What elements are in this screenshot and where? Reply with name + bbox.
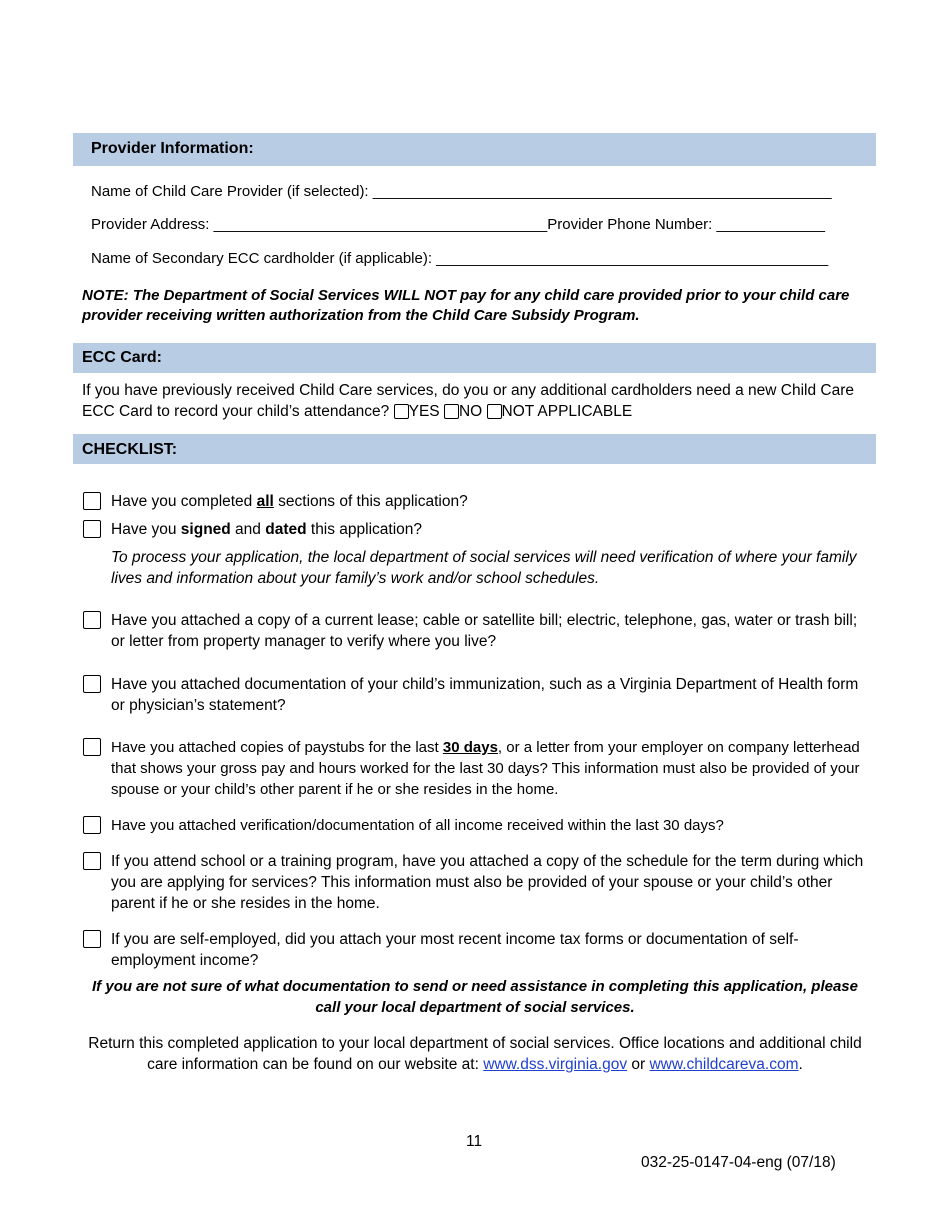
provider-info-title: Provider Information: [91,140,254,157]
item-paystubs [111,737,866,800]
item5-text-b: , or a letter from your employer on company letterhead that shows your gross pay and hours worked for the last 30 days? This information must also be provided of your spouse or your child’s other parent if he or she resides in the home. [111,739,860,798]
checkbox-residence-proof[interactable] [83,611,101,629]
payment-note: NOTE: The Department of Social Services WILL NOT pay for any child care provided prior to your child care provider receiving written authorization from the Child Care Subsidy Program. [82,287,850,324]
provider-address-field[interactable]: ________________________________________ [213,216,548,233]
no-checkbox[interactable] [444,404,459,419]
item-self-employed: If you are self-employed, did you attach your most recent income tax forms or documentation of self-employment income? [111,931,799,969]
checklist-title: CHECKLIST: [82,441,178,458]
secondary-cardholder-field[interactable]: _______________________________________________ [436,250,829,267]
item-residence-proof: Have you attached a copy of a current lease; cable or satellite bill; electric, telephone, gas, water or trash bill; or letter from property manager to verify where you live? [111,612,858,650]
secondary-cardholder-label: Name of Secondary ECC cardholder (if applicable): [91,250,432,267]
provider-phone-field[interactable]: _____________ [716,216,825,233]
return-instructions [82,1033,868,1075]
period: . [798,1056,803,1073]
item1-text-a: Have you completed [111,493,257,510]
yes-label: YES [408,403,440,420]
provider-address-label: Provider Address: [91,216,210,233]
checkbox-completed-sections[interactable] [83,492,101,510]
form-id: 032-25-0147-04-eng (07/18) [641,1154,836,1171]
checkbox-paystubs[interactable] [83,738,101,756]
return-text: Return this completed application to your local department of social services. Office locations and additional child care information can be found on our website at: [88,1035,862,1073]
not-applicable-checkbox[interactable] [487,404,502,419]
childcareva-link[interactable]: www.childcareva.com [649,1056,799,1073]
provider-info-header [73,133,876,166]
item-immunization: Have you attached documentation of your child’s immunization, such as a Virginia Department of Health form or physician’s statement? [111,676,859,714]
not-applicable-label: NOT APPLICABLE [501,403,633,420]
item-completed-sections [111,491,866,512]
item-income-verification: Have you attached verification/documentation of all income received within the last 30 days? [111,817,724,834]
ecc-card-title: ECC Card: [82,349,163,366]
item-signed-dated [111,519,866,540]
item2-text-b: and [230,521,266,538]
page-number: 11 [466,1133,483,1150]
item-school-schedule: If you attend school or a training program, have you attached a copy of the schedule for the term during which you are applying for services? This information must also be provided of your spouse or your child’s other parent if he or she resides in the home. [111,853,864,912]
no-label: NO [458,403,483,420]
checkbox-income-verification[interactable] [83,816,101,834]
dss-website-link[interactable]: www.dss.virginia.gov [483,1056,628,1073]
item2-text-c: this application? [306,521,423,538]
or-text: or [631,1056,646,1073]
checkbox-signed-dated[interactable] [83,520,101,538]
provider-name-label: Name of Child Care Provider (if selected): [91,183,369,200]
item1-bold: all [256,493,274,510]
ecc-question [82,380,872,422]
ecc-question-text: If you have previously received Child Care services, do you or any additional cardholders need a new Child Care ECC Card to record your child’s attendance? [82,382,854,420]
provider-name-field[interactable]: _______________________________________________________ [372,183,832,200]
provider-name-row [91,183,832,200]
provider-address-row [91,216,825,233]
yes-checkbox[interactable] [394,404,409,419]
checkbox-immunization[interactable] [83,675,101,693]
provider-phone-label: Provider Phone Number: [547,216,713,233]
checklist-header [73,434,876,464]
assistance-note: If you are not sure of what documentation to send or need assistance in completing this application, please call your local department of social services. [92,978,858,1016]
checkbox-school-schedule[interactable] [83,852,101,870]
item1-text-b: sections of this application? [273,493,468,510]
ecc-card-header [73,343,876,373]
item5-bold: 30 days [442,739,498,756]
item2-text-a: Have you [111,521,181,538]
item5-text-a: Have you attached copies of paystubs for the last [111,739,443,756]
item2-bold-signed: signed [180,521,231,538]
checkbox-self-employed[interactable] [83,930,101,948]
item2-bold-dated: dated [265,521,307,538]
verification-note: To process your application, the local department of social services will need verification of where your family lives and information about your family’s work and/or school schedules. [111,549,857,587]
secondary-cardholder-row [91,250,828,267]
